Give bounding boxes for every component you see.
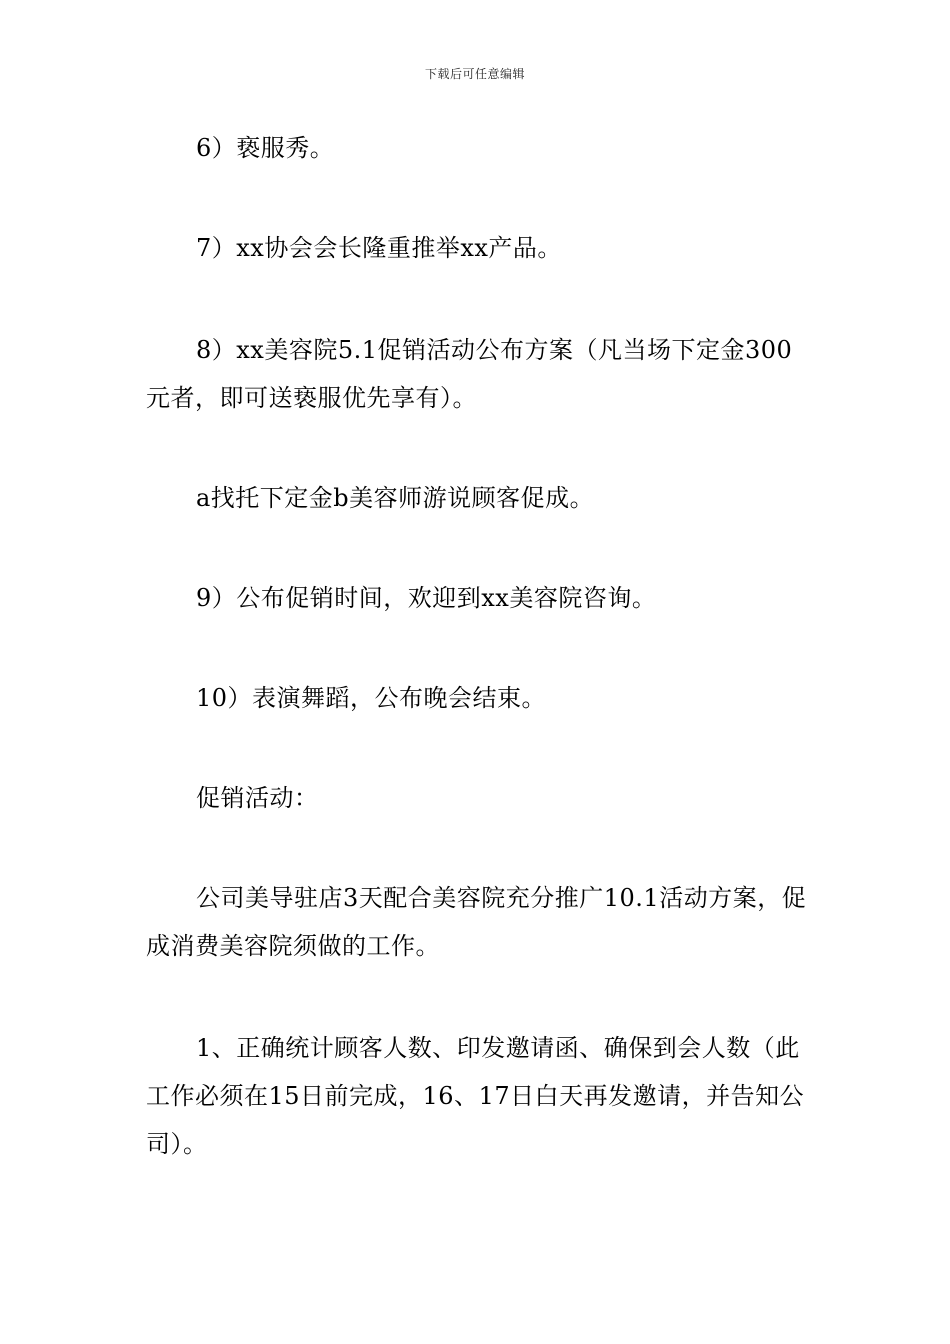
paragraph-item-7: 7）xx协会会长隆重推举xx产品。 bbox=[196, 234, 562, 262]
paragraph-item-9: 9）公布促销时间，欢迎到xx美容院咨询。 bbox=[196, 584, 657, 612]
paragraph-task-1: 1、正确统计顾客人数、印发邀请函、确保到会人数（此工作必须在15日前完成，16、17日白天再发邀请，并告知公司）。 bbox=[146, 1034, 805, 1158]
paragraph-item-10: 10）表演舞蹈，公布晚会结束。 bbox=[196, 684, 547, 712]
page-header-note: 下载后可任意编辑 bbox=[424, 67, 525, 81]
paragraph-promotion-intro: 公司美导驻店3天配合美容院充分推广10.1活动方案，促成消费美容院须做的工作。 bbox=[146, 884, 807, 960]
paragraph-item-8: 8）xx美容院5.1促销活动公布方案（凡当场下定金300元者，即可送亵服优先享有）。 bbox=[146, 336, 793, 412]
section-heading-promotion: 促销活动： bbox=[196, 784, 319, 812]
paragraph-item-8a: a找托下定金b美容师游说顾客促成。 bbox=[196, 484, 595, 512]
paragraph-item-6: 6）亵服秀。 bbox=[196, 134, 335, 162]
